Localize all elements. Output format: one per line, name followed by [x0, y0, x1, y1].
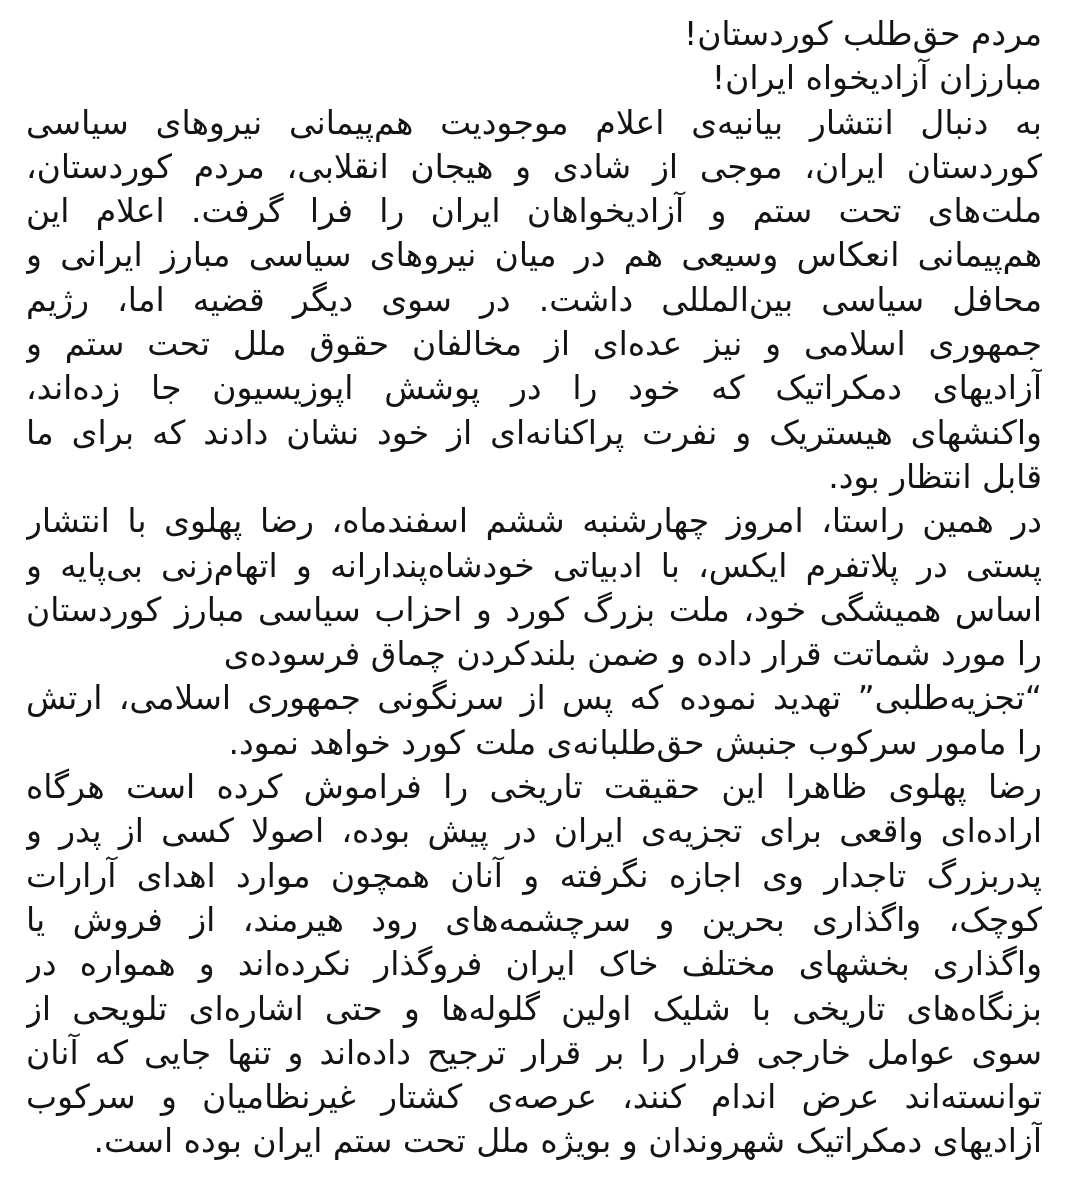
text-line: آزادیهای دمکراتیک که خود را در پوشش اپوزیسیون جا زده‌اند، — [26, 368, 1042, 408]
text-line: اراده‌ای واقعی برای تجزیه‌ی ایران در پیش بوده، اصولا کسی از پدر و — [26, 811, 1042, 851]
text-line: “تجزیه‌طلبی” تهدید نموده که پس از سرنگونی جمهوری اسلامی، ارتش — [26, 678, 1042, 718]
text-line: جمهوری اسلامی و نیز عده‌ای از مخالفان حقوق ملل تحت ستم و — [26, 324, 1042, 364]
text-line: در همین راستا، امروز چهارشنبه ششم اسفندماه، رضا پهلوی با انتشار — [26, 501, 1042, 541]
text-line: واگذاری بخشهای مختلف خاک ایران فروگذار نکرده‌اند و همواره در — [26, 944, 1042, 984]
text-line: را مامور سرکوب جنبش حق‌طلبانه‌ی ملت کورد خواهد نمود. — [228, 722, 1042, 762]
text-line: واکنشهای هیستریک و نفرت پراکنانه‌ای از خود نشان دادند که برای ما — [26, 412, 1042, 452]
text-line: پدربزرگ تاجدار وی اجازه نگرفته و آنان همچون موارد اهدای آرارات — [26, 855, 1042, 895]
text-line: رضا پهلوی ظاهرا این حقیقت تاریخی را فراموش کرده است هرگاه — [26, 767, 1042, 807]
text-line: مردم حق‌طلب کوردستان! — [683, 14, 1042, 53]
text-line: بزنگاه‌های تاریخی با شلیک اولین گلوله‌ها و حتی اشاره‌ای تلویحی از — [26, 988, 1042, 1028]
text-line: قابل انتظار بود. — [828, 456, 1042, 496]
text-line: ملت‌های تحت ستم و آزادیخواهان ایران را فرا گرفت. اعلام این — [26, 191, 1042, 231]
text-line: هم‌پیمانی انعکاس وسیعی هم در میان نیروهای سیاسی مبارز ایرانی و — [26, 235, 1042, 275]
text-line: محافل سیاسی بین‌المللی داشت. در سوی دیگر قضیه اما، رژیم — [26, 279, 1042, 319]
text-line: کوچک، واگذاری بحرین و سرچشمه‌های رود هیرمند، از فروش یا — [26, 899, 1042, 939]
text-line: به دنبال انتشار بیانیه‌ی اعلام موجودیت هم‌پیمانی نیروهای سیاسی — [26, 102, 1042, 142]
text-line: پستی در پلاتفرم ایکس، با ادبیاتی خودشاه‌پندارانه و اتهام‌زنی بی‌پایه و — [26, 545, 1042, 585]
text-line: اساس همیشگی خود، ملت بزرگ کورد و احزاب سیاسی مبارز کوردستان — [26, 589, 1042, 629]
text-line: سوی عوامل خارجی فرار را بر قرار ترجیح داده‌اند و تنها جایی که آنان — [26, 1032, 1042, 1072]
text-line: آزادیهای دمکراتیک شهروندان و بویژه ملل تحت ستم ایران بوده است. — [93, 1121, 1042, 1161]
text-line: توانسته‌اند عرض اندام کنند، عرصه‌ی کشتار غیرنظامیان و سرکوب — [26, 1077, 1042, 1117]
text-line: کوردستان ایران، موجی از شادی و هیجان انقلابی، مردم کوردستان، — [26, 146, 1042, 186]
text-line: را مورد شماتت قرار داده و ضمن بلندکردن چماق فرسوده‌ی — [223, 634, 1042, 674]
text-line: مبارزان آزادیخواه ایران! — [711, 58, 1042, 98]
